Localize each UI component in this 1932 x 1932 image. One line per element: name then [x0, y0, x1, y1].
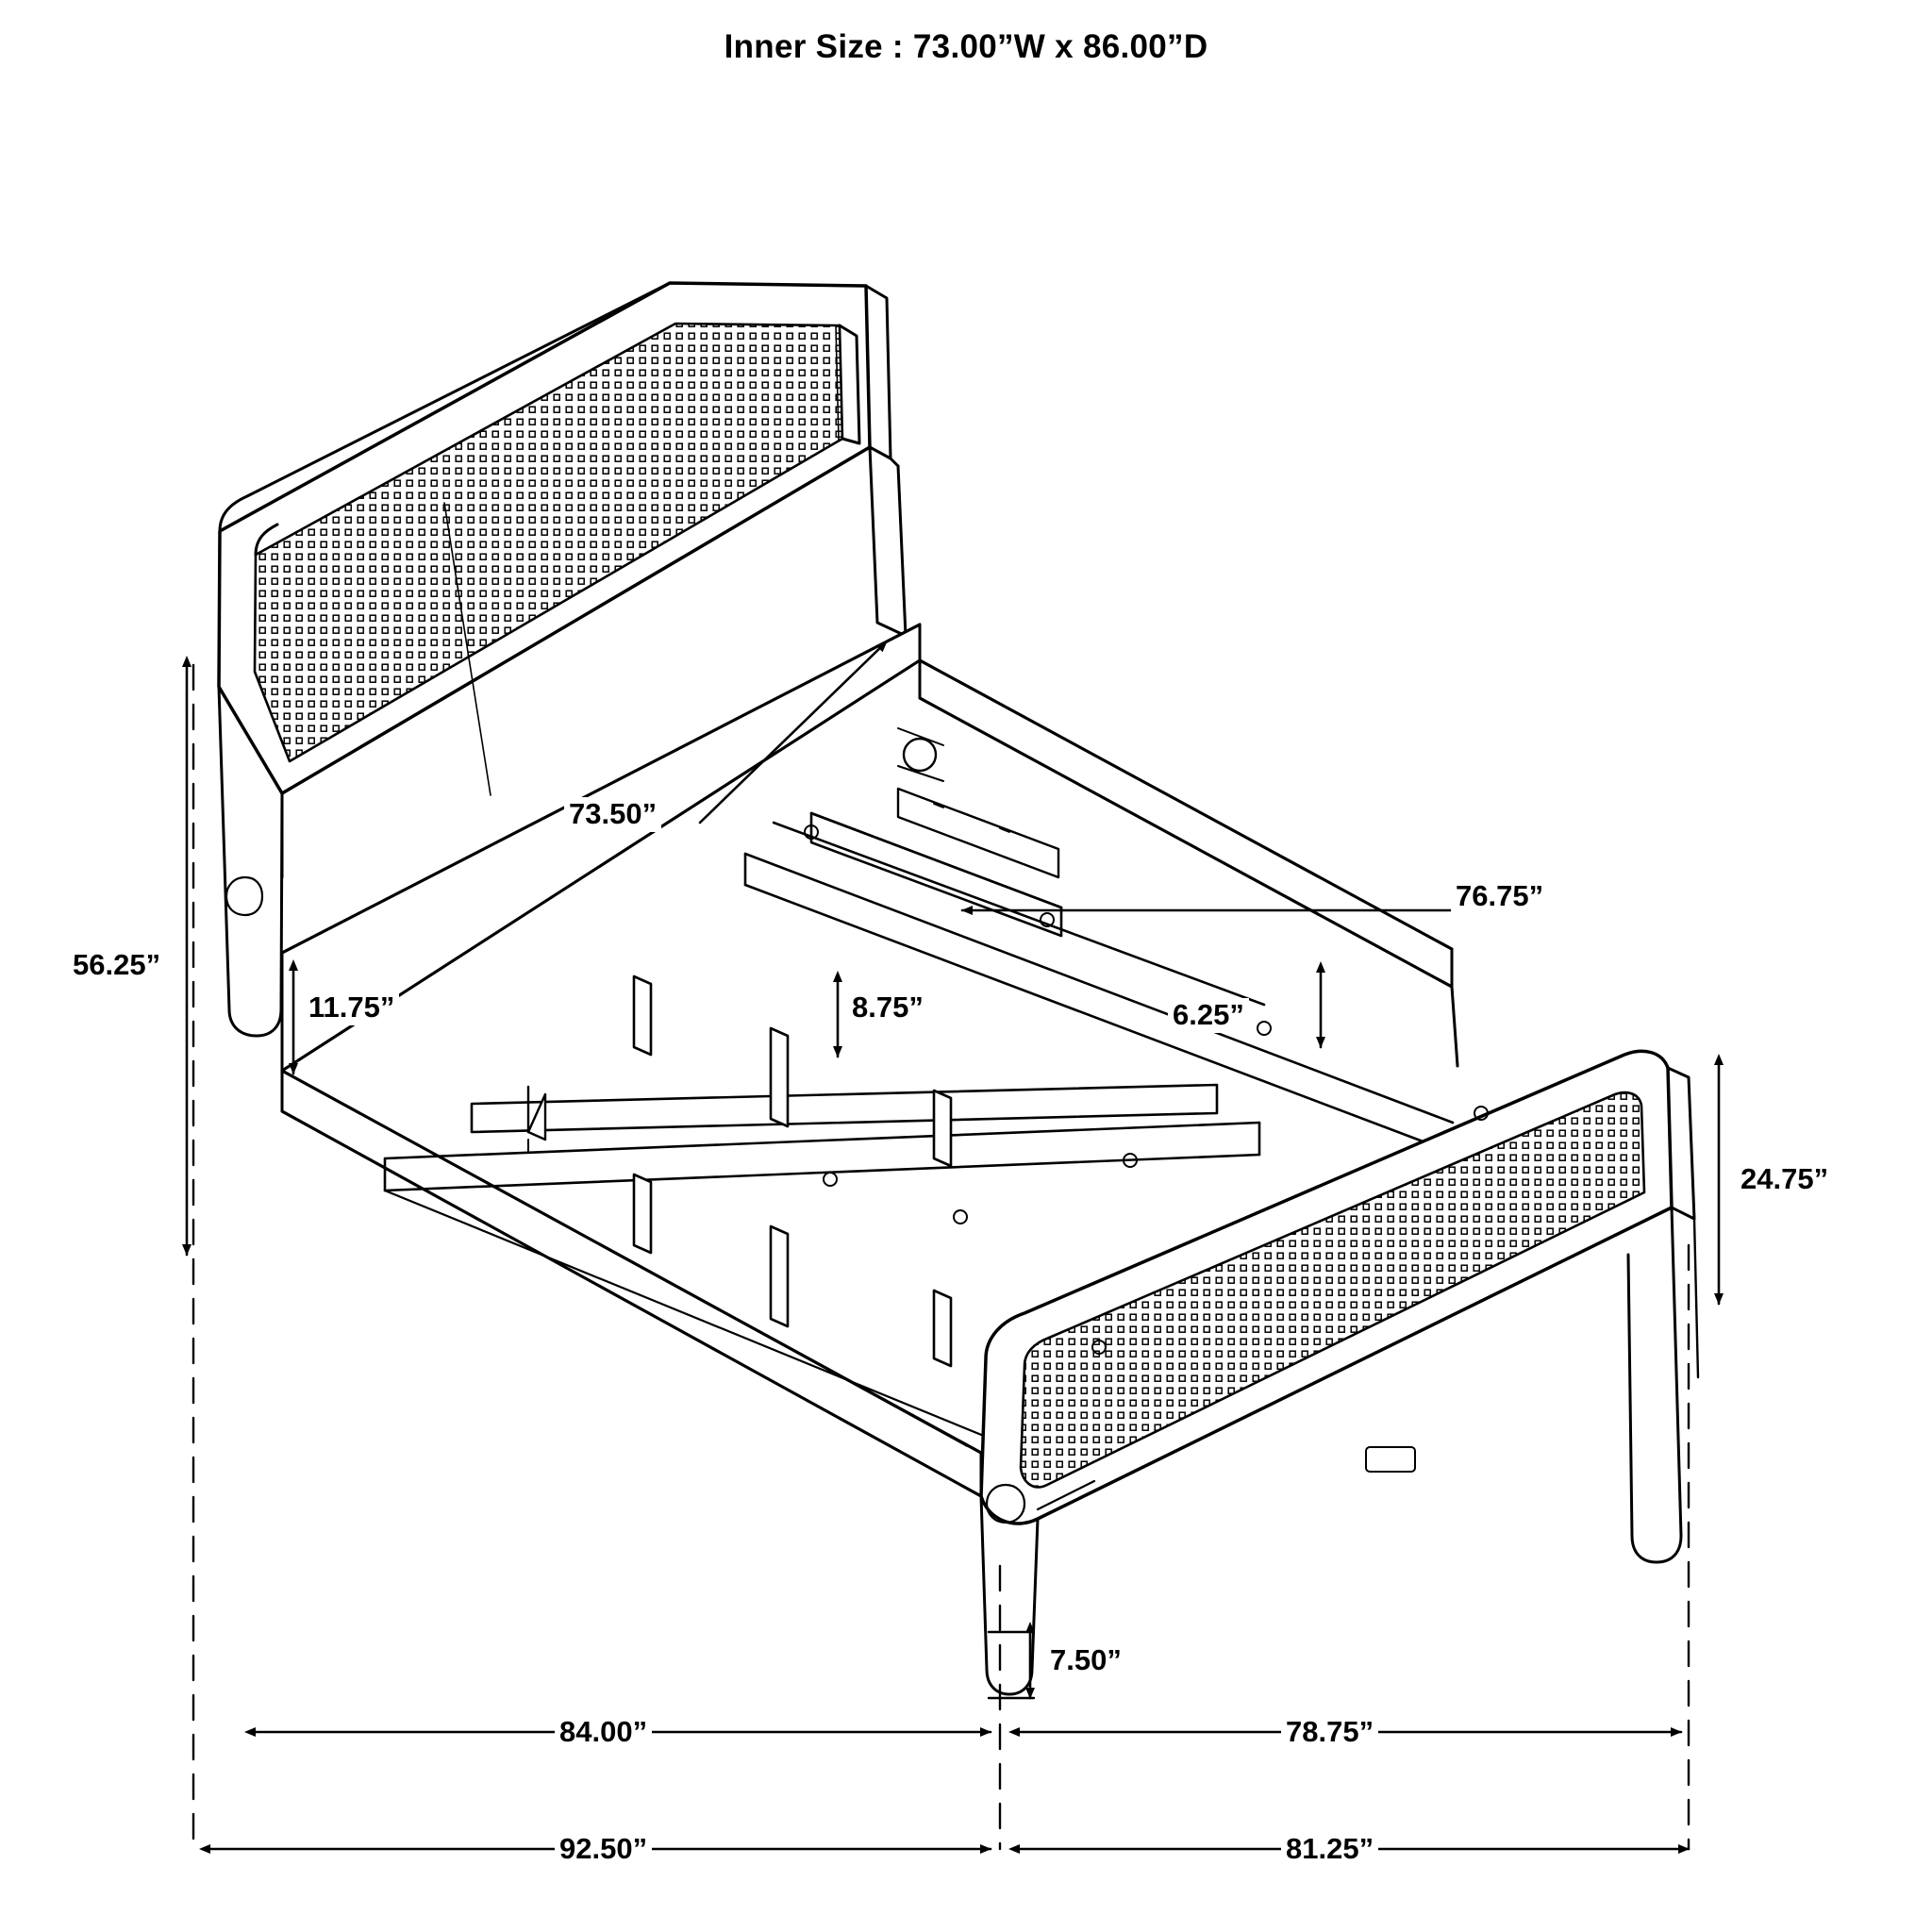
dimension-label-headboard-height: 56.25”	[68, 948, 165, 983]
dimension-label-overall-width-right: 78.75”	[1281, 1715, 1378, 1750]
dimension-label-slat-height: 8.75”	[847, 991, 928, 1025]
dimension-label-rail-height: 6.25”	[1168, 998, 1249, 1033]
dimension-label-overall-depth-outer: 92.50”	[555, 1832, 652, 1867]
dimension-label-footboard-height: 24.75”	[1736, 1162, 1833, 1197]
dimension-label-overall-depth-front: 84.00”	[555, 1715, 652, 1750]
dimension-label-side-rail-length: 76.75”	[1451, 879, 1548, 914]
page-title: Inner Size : 73.00”W x 86.00”D	[724, 28, 1208, 65]
dimension-label-headboard-panel-width: 73.50”	[564, 797, 661, 832]
dimension-label-headboard-clearance: 11.75”	[304, 991, 399, 1025]
dimension-label-overall-width-outer: 81.25”	[1281, 1832, 1378, 1867]
dimension-label-footboard-clearance: 7.50”	[1045, 1643, 1126, 1678]
